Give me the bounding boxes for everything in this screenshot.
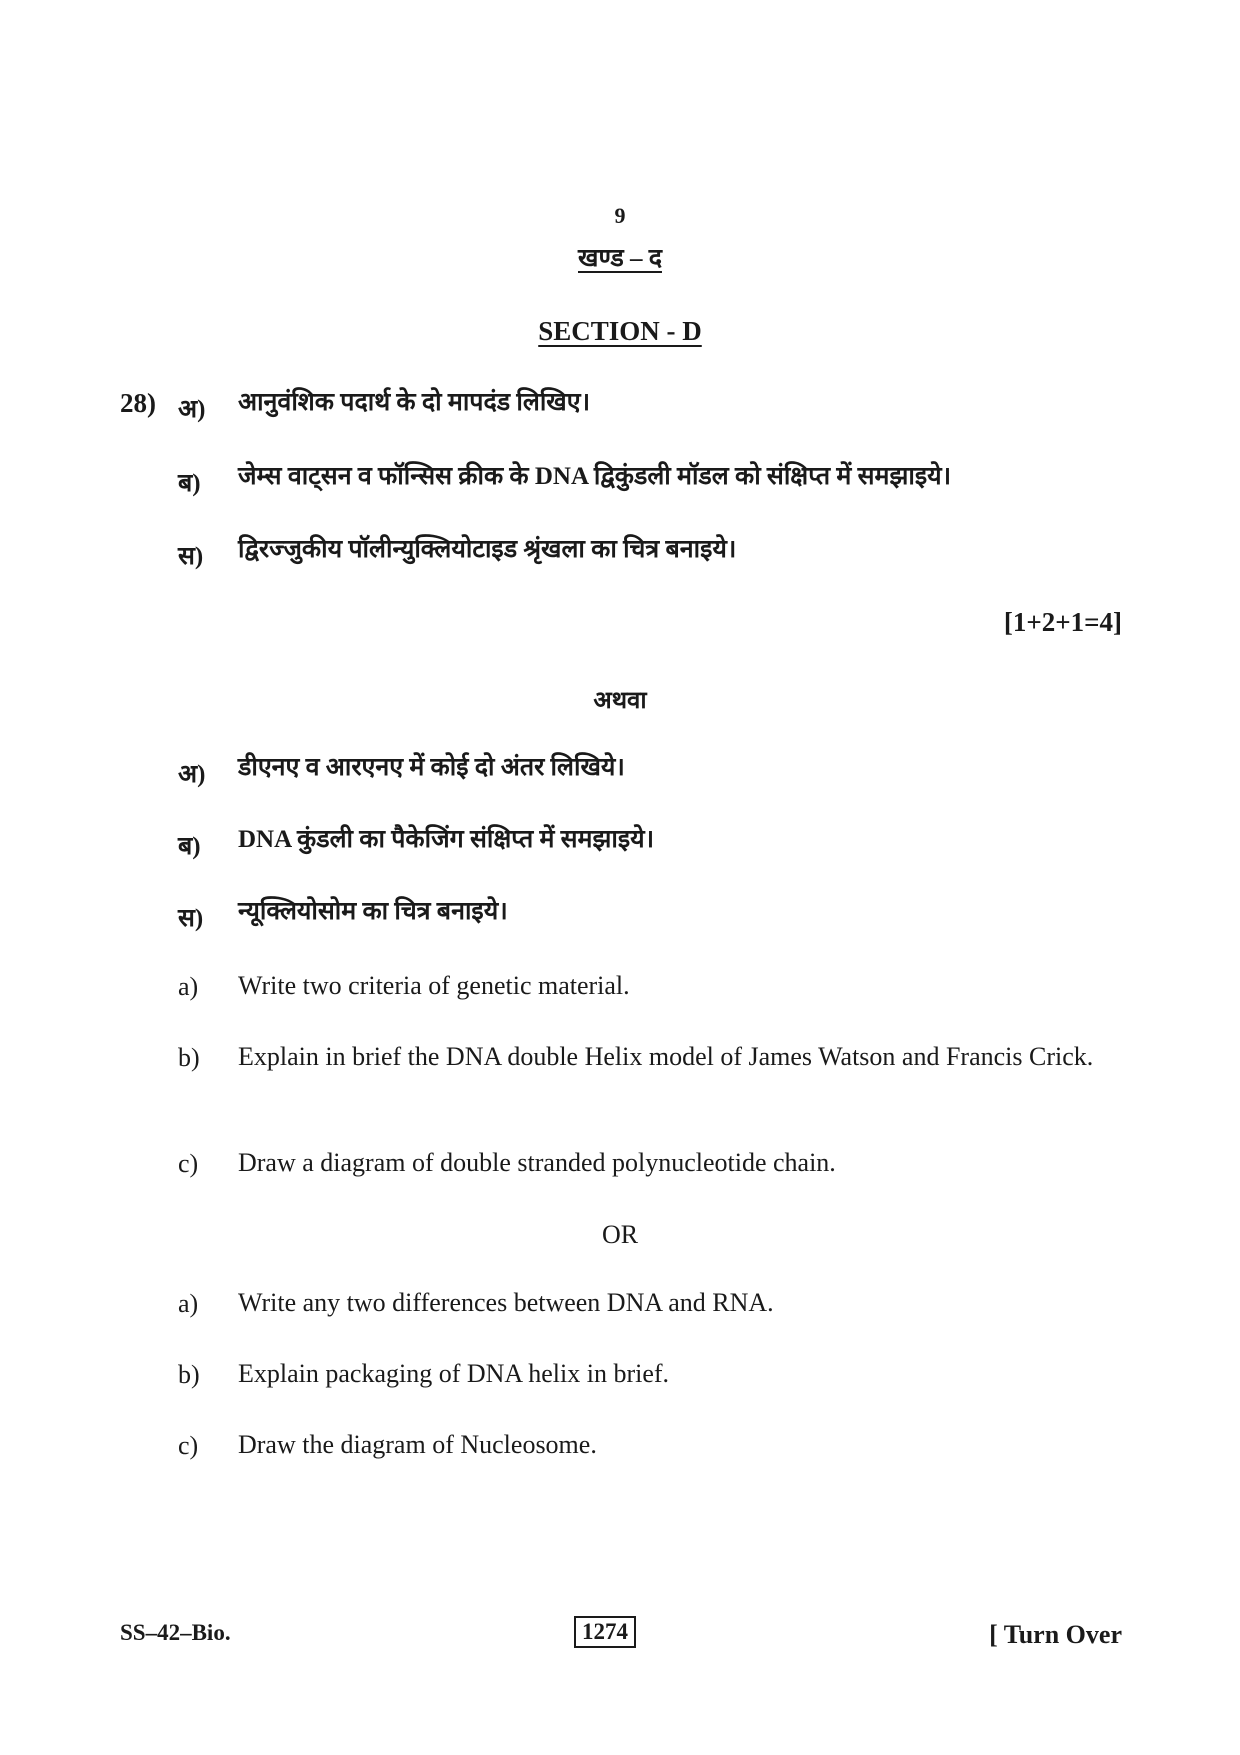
section-heading-hindi <box>0 240 1240 274</box>
section-heading-english-text: SECTION - D <box>538 316 702 346</box>
english-part-b-text: Explain in brief the DNA double Helix model of James Watson and Francis Crick. <box>238 1042 1094 1071</box>
hindi-alt-part-b-label: ब) <box>178 833 201 860</box>
english-part-c-text: Draw a diagram of double stranded polynucleotide chain. <box>238 1148 836 1177</box>
english-part-c-label: c) <box>178 1149 199 1178</box>
english-alt-part-b-label: b) <box>178 1360 200 1389</box>
hindi-alt-part-a-label: अ) <box>178 761 206 788</box>
hindi-part-c-label: स) <box>178 543 204 570</box>
or-hindi: अथवा <box>593 688 647 714</box>
hindi-part-a-text: आनुवंशिक पदार्थ के दो मापदंड लिखिए। <box>238 389 591 416</box>
section-heading-hindi-text: खण्ड – द <box>578 245 662 272</box>
footer-turn-over: [ Turn Over <box>989 1620 1122 1649</box>
section-heading-english <box>0 316 1240 347</box>
english-part-a-label: a) <box>178 972 199 1001</box>
english-alt-part-c-text: Draw the diagram of Nucleosome. <box>238 1430 597 1459</box>
english-alt-part-a-label: a) <box>178 1289 199 1318</box>
english-part-a-text: Write two criteria of genetic material. <box>238 971 630 1000</box>
footer-page-code: 1274 <box>574 1616 636 1648</box>
english-alt-part-b-text: Explain packaging of DNA helix in brief. <box>238 1359 670 1388</box>
hindi-alt-part-c-label: स) <box>178 905 204 932</box>
english-alt-part-c-label: c) <box>178 1431 199 1460</box>
hindi-alt-part-a-text: डीएनए व आरएनए में कोई दो अंतर लिखिये। <box>238 754 625 781</box>
marks-allocation: [1+2+1=4] <box>1003 607 1122 637</box>
english-alt-part-a-text: Write any two differences between DNA and RNA. <box>238 1288 774 1317</box>
footer-paper-code: SS–42–Bio. <box>120 1620 231 1645</box>
or-english: OR <box>601 1220 639 1249</box>
hindi-part-c-text: द्विरज्जुकीय पॉलीन्युक्लियोटाइड श्रृंखला का चित्र बनाइये। <box>238 536 737 563</box>
hindi-part-b-text: जेम्स वाट्सन व फॉन्सिस क्रीक के DNA द्विकुंडली मॉडल को संक्षिप्त में समझाइये। <box>238 463 952 490</box>
question-number: 28) <box>120 388 156 418</box>
hindi-part-b-label: ब) <box>178 470 201 497</box>
hindi-alt-part-b-text: DNA कुंडली का पैकेजिंग संक्षिप्त में समझाइये। <box>238 826 655 853</box>
hindi-part-a-label: अ) <box>178 396 206 423</box>
page-number: 9 <box>614 203 626 228</box>
english-part-b-label: b) <box>178 1043 200 1072</box>
hindi-alt-part-c-text: न्यूक्लियोसोम का चित्र बनाइये। <box>238 898 508 925</box>
